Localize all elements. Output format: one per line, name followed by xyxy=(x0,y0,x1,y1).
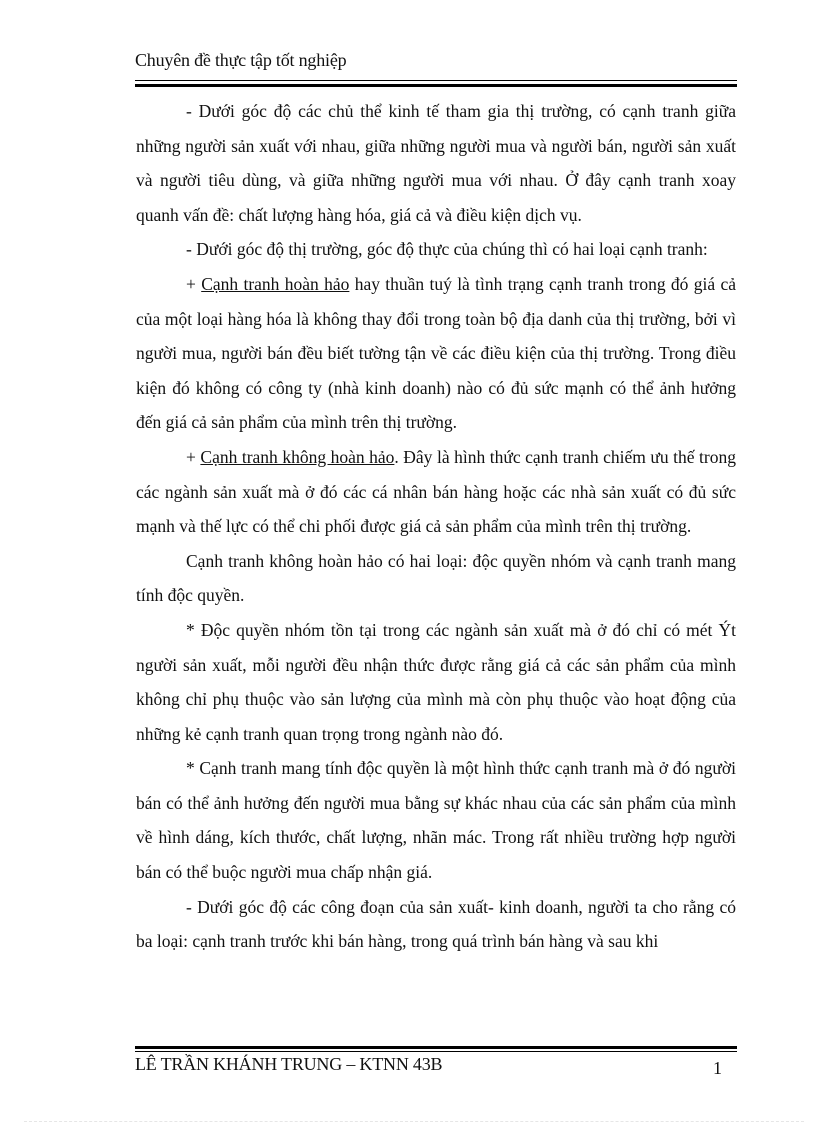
paragraph-4 xyxy=(136,440,736,544)
paragraph-4-prefix: + xyxy=(186,446,201,467)
paragraph-2: - Dưới góc độ thị trường, góc độ thực của chúng thì có hai loại cạnh tranh: xyxy=(186,239,708,260)
term-perfect-competition: Cạnh tranh hoàn hảo xyxy=(201,273,350,294)
page-header-title: Chuyên đề thực tập tốt nghiệp xyxy=(135,50,347,70)
body-text xyxy=(136,94,736,959)
paragraph-6: * Độc quyền nhóm tồn tại trong các ngành sản xuất mà ở đó chỉ có mét Ýt người sản xuất, mỗi người đều nhận thức được rằng giá cả các sản phẩm của mình không chỉ phụ thuộc vào sản lượng của mình mà còn phụ thuộc vào hoạt động của những kẻ cạnh tranh quan trọng trong ngành nào đó. xyxy=(136,619,736,744)
footer-author: LÊ TRẦN KHÁNH TRUNG – KTNN 43B xyxy=(135,1054,443,1074)
paragraph-3 xyxy=(136,267,736,440)
page-edge-divider xyxy=(24,1121,804,1122)
paragraph-8: - Dưới góc độ các công đoạn của sản xuất- kinh doanh, người ta cho rằng có ba loại: cạnh tranh trước khi bán hàng, trong quá trình bán hàng và sau khi xyxy=(136,896,736,952)
page-number: 1 xyxy=(713,1058,722,1078)
paragraph-3-rest: hay thuần tuý là tình trạng cạnh tranh trong đó giá cả của một loại hàng hóa là không thay đổi trong toàn bộ địa danh của thị trường, bởi vì người mua, người bán đều biết tường tận về các điều kiện của thị trường. Trong điều kiện đó không có công ty (nhà kinh doanh) nào có đủ sức mạnh có thể ảnh hưởng đến giá cả sản phẩm của mình trên thị trường. xyxy=(136,273,736,433)
paragraph-5: Cạnh tranh không hoàn hảo có hai loại: độc quyền nhóm và cạnh tranh mang tính độc quyền. xyxy=(136,550,736,606)
paragraph-7: * Cạnh tranh mang tính độc quyền là một hình thức cạnh tranh mà ở đó người bán có thể ảnh hưởng đến người mua bằng sự khác nhau của các sản phẩm của mình về hình dáng, kích thước, chất lượng, nhãn mác. Trong rất nhiều trường hợp người bán có thể buộc người mua chấp nhận giá. xyxy=(136,758,736,883)
header-rule-thick xyxy=(135,84,737,87)
footer-rule-thin xyxy=(135,1051,737,1052)
term-imperfect-competition: Cạnh tranh không hoàn hảo xyxy=(200,446,395,467)
header-rule-thin xyxy=(135,80,737,81)
footer-rule-thick xyxy=(135,1046,737,1049)
paragraph-1: - Dưới góc độ các chủ thể kinh tế tham gia thị trường, có cạnh tranh giữa những người sản xuất với nhau, giữa những người mua và người bán, người sản xuất và người tiêu dùng, và giữa những người mua với nhau. Ở đây cạnh tranh xoay quanh vấn đề: chất lượng hàng hóa, giá cả và điều kiện dịch vụ. xyxy=(136,101,736,225)
paragraph-3-prefix: + xyxy=(186,273,202,294)
paragraph-4-rest: . Đây là hình thức cạnh tranh chiếm ưu thế trong các ngành sản xuất mà ở đó các cá nhân bán hàng hoặc các nhà sản xuất có đủ sức mạnh và thế lực có thể chi phối được giá cả sản phẩm của mình trên thị trường. xyxy=(136,446,736,537)
